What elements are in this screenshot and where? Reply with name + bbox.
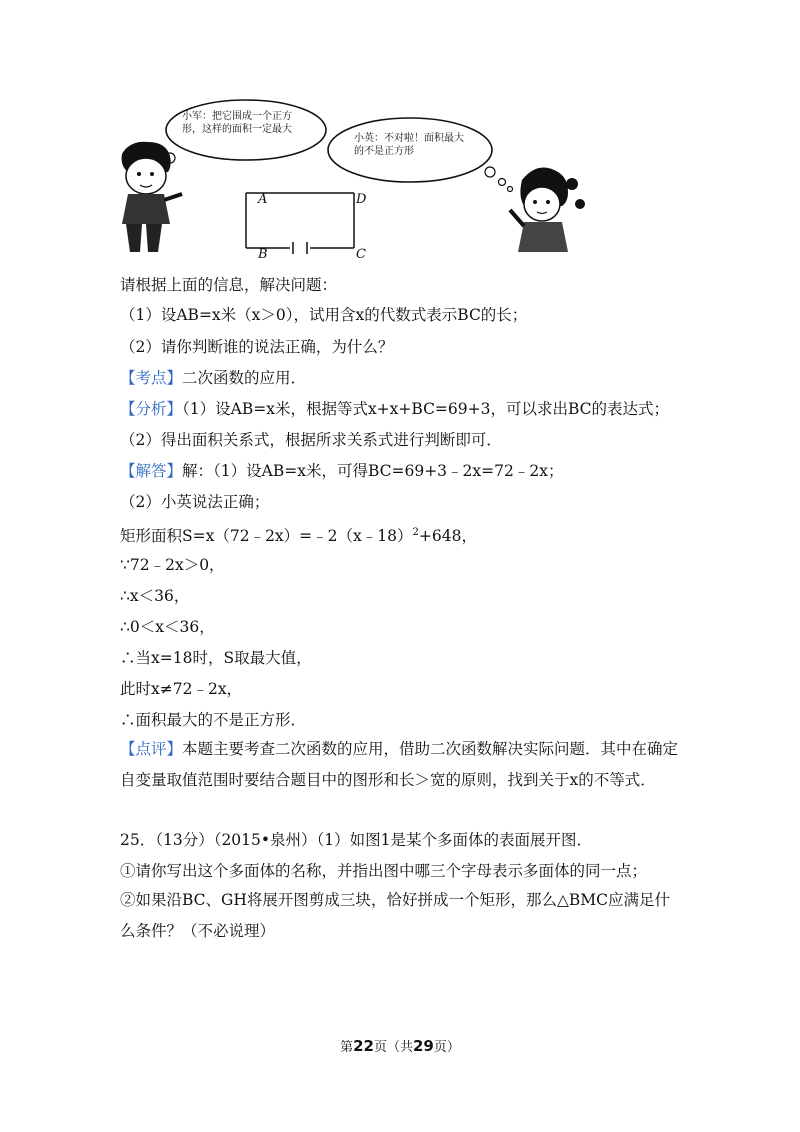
- girl-speech-text: 小英：不对啦！面积最大的不是正方形: [354, 133, 464, 157]
- text-line: （2）得出面积关系式，根据所求关系式进行判断即可．: [120, 431, 502, 449]
- dianping-tag: 【点评】: [120, 740, 183, 758]
- footer-prefix: 第: [340, 1040, 354, 1055]
- text-line: ∴x＜36，: [120, 587, 190, 605]
- fenxi-text: （1）设AB=x米，根据等式x+x+BC=69+3，可以求出BC的表达式；: [182, 400, 670, 418]
- area-formula-exponent: 2: [412, 527, 419, 538]
- fenxi-line: [120, 398, 669, 420]
- text-line: （2）请你判断谁的说法正确，为什么？: [120, 338, 394, 356]
- label-c: C: [356, 247, 366, 262]
- kaodian-line: [120, 367, 306, 389]
- text-line: 请根据上面的信息，解决问题：: [120, 276, 338, 294]
- area-formula-a: 矩形面积S=x（72﹣2x）=﹣2（x﹣18）: [120, 527, 413, 546]
- area-formula-b: +648，: [418, 527, 477, 546]
- girl-figure: [510, 168, 585, 253]
- text-line: ∴当x=18时，S取最大值，: [120, 649, 312, 667]
- footer-mid: 页（共: [373, 1040, 413, 1055]
- kaodian-tag: 【考点】: [120, 369, 183, 387]
- boy-speech-text: 小军：把它围成一个正方形，这样的面积一定最大: [182, 111, 292, 135]
- text-line: （2）小英说法正确；: [120, 493, 270, 511]
- text-line: ∴面积最大的不是正方形．: [120, 711, 307, 729]
- label-a: A: [258, 192, 268, 207]
- page-footer: [0, 1036, 800, 1055]
- kaodian-text: 二次函数的应用．: [182, 369, 307, 387]
- jieda-line: [120, 460, 563, 482]
- dianping-line: [120, 734, 680, 796]
- question-25-part2: ②如果沿BC、GH将展开图剪成三块，恰好拼成一个矩形，那么△BMC应满足什么条件？（不必说理）: [120, 891, 670, 940]
- footer-total-pages: 29: [413, 1037, 434, 1055]
- footer-suffix: 页）: [433, 1040, 460, 1055]
- label-b: B: [258, 247, 268, 262]
- question-25-part1: ①请你写出这个多面体的名称，并指出图中哪三个字母表示多面体的同一点；: [120, 862, 648, 880]
- jieda-tag: 【解答】: [120, 462, 183, 480]
- text-line: 此时x≠72﹣2x，: [120, 680, 243, 698]
- text-line: ∴0＜x＜36，: [120, 618, 215, 636]
- dianping-text: 本题主要考查二次函数的应用，借助二次函数解决实际问题．其中在确定自变量取值范围时要结合题目中的图形和长＞宽的原则，找到关于x的不等式．: [120, 740, 679, 789]
- fenxi-tag: 【分析】: [120, 400, 183, 418]
- text-line: （1）设AB=x米（x＞0），试用含x的代数式表示BC的长；: [120, 306, 528, 324]
- area-formula-line: [120, 522, 477, 547]
- text-line: ∵72﹣2x＞0，: [120, 556, 225, 574]
- label-d: D: [356, 192, 367, 207]
- illustration: [110, 92, 610, 267]
- jieda-text: 解：（1）设AB=x米，可得BC=69+3﹣2x=72﹣2x；: [182, 462, 564, 480]
- question-25-title: 25．（13分）（2015•泉州）（1）如图1是某个多面体的表面展开图．: [120, 831, 593, 849]
- footer-page-number: 22: [353, 1037, 374, 1055]
